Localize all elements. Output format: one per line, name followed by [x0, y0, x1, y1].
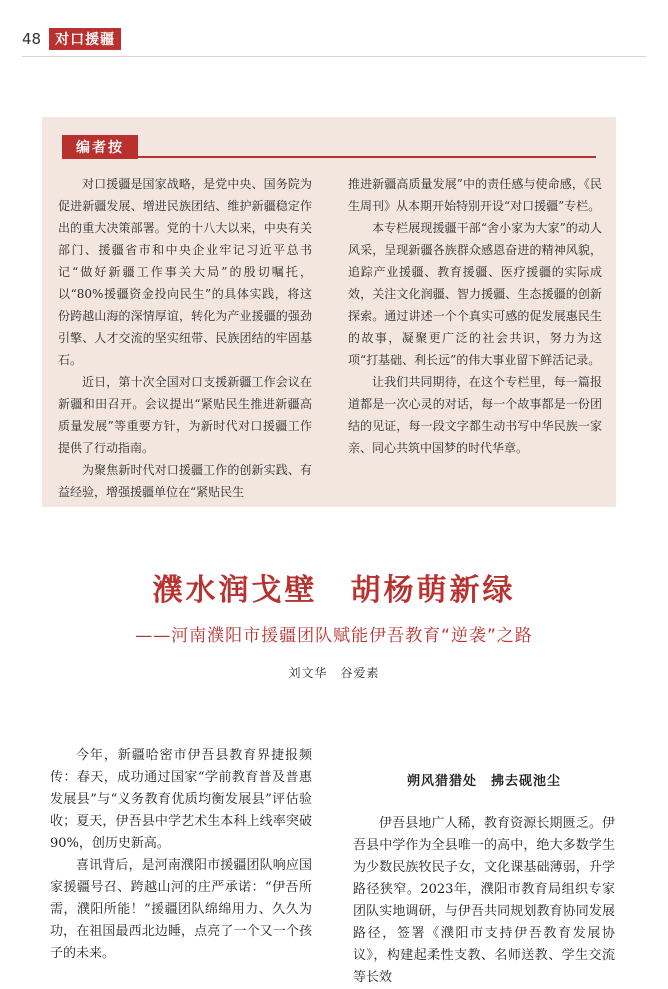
editor-note-paragraph: 近日，第十次全国对口支援新疆工作会议在新疆和田召开。会议提出“紧贴民生推进新疆高质量发展”等重要方针，为新时代对口援疆工作提供了行动指南。 [58, 375, 312, 455]
editor-note-paragraph: 本专栏展现援疆干部“舍小家为大家”的动人风采，呈现新疆各族群众感恩奋进的精神风貌，追踪产业援疆、教育援疆、医疗援疆的实际成效，关注文化润疆、智力援疆、生态援疆的创新探索。通过讲述一个个真实可感的促发展惠民生的故事，凝聚更广泛的社会共识，努力为这项“打基础、利长远”的伟大事业留下鲜活记录。 [348, 221, 602, 367]
section-tag: 对口援疆 [49, 28, 121, 50]
article-paragraph: 伊吾县地广人稀，教育资源长期匮乏。伊吾县中学作为全县唯一的高中，绝大多数学生为少数民族牧民子女，文化课基础薄弱，升学路径狭窄。2023年，濮阳市教育局组织专家团队实地调研，与伊吾共同规划教育协同发展路径，签署《濮阳市支持伊吾教育发展协议》，构建起柔性支教、名师送教、学生交流等长效 [353, 816, 615, 985]
header-divider [22, 56, 646, 57]
page-header [22, 28, 121, 50]
article-subtitle: ——河南濮阳市援疆团队赋能伊吾教育“逆袭”之路 [135, 626, 533, 646]
editor-note-divider [62, 156, 596, 158]
editor-note-paragraph: 为聚焦新时代对口援疆工作的创新实践、有益经验，增强援疆单位在“紧贴民生 [58, 463, 312, 499]
editor-note-title: 编者按 [62, 135, 138, 159]
article-title: 濮水润戈壁 胡杨萌新绿 [152, 573, 516, 608]
editor-note-right-column [348, 173, 602, 459]
section-heading: 朔风猎猎处 拂去砚池尘 [406, 774, 561, 789]
page-number: 48 [22, 30, 42, 48]
editor-note-paragraph: 对口援疆是国家战略，是党中央、国务院为促进新疆发展、增进民族团结、维护新疆稳定作出的重大决策部署。党的十八大以来，中央有关部门、援疆省市和中央企业牢记习近平总书记“做好新疆工作事关大局”的殷切嘱托，以“80%援疆资金投向民生”的具体实践，将这份跨越山海的深情厚谊，转化为产业援疆的强劲引擎、人才交流的坚实纽带、民族团结的牢固基石。 [58, 177, 312, 367]
article-authors: 刘文华 谷爱素 [288, 666, 380, 680]
editor-note-left-column [58, 173, 312, 503]
editor-note-paragraph: 让我们共同期待，在这个专栏里，每一篇报道都是一次心灵的对话，每一个故事都是一份团结的见证，每一段文字都生动书写中华民族一家亲、同心共筑中国梦的时代华章。 [348, 375, 602, 455]
article-right-column [353, 745, 615, 989]
editor-note-box [42, 117, 616, 507]
article-paragraph: 今年，新疆哈密市伊吾县教育界捷报频传：春天，成功通过国家“学前教育普及普惠发展县”与“义务教育优质均衡发展县”评估验收；夏天，伊吾县中学艺术生本科上线率突破90%，创历史新高。 [50, 748, 312, 851]
article-paragraph: 喜讯背后，是河南濮阳市援疆团队响应国家援疆号召、跨越山河的庄严承诺：“伊吾所需，濮阳所能！”援疆团队绵绵用力、久久为功，在祖国最西北边睡，点亮了一个又一个孩子的未来。 [50, 858, 312, 961]
article-left-column [50, 745, 312, 965]
editor-note-paragraph: 推进新疆高质量发展”中的责任感与使命感，《民生周刊》从本期开始特别开设“对口援疆”专栏。 [348, 177, 602, 213]
